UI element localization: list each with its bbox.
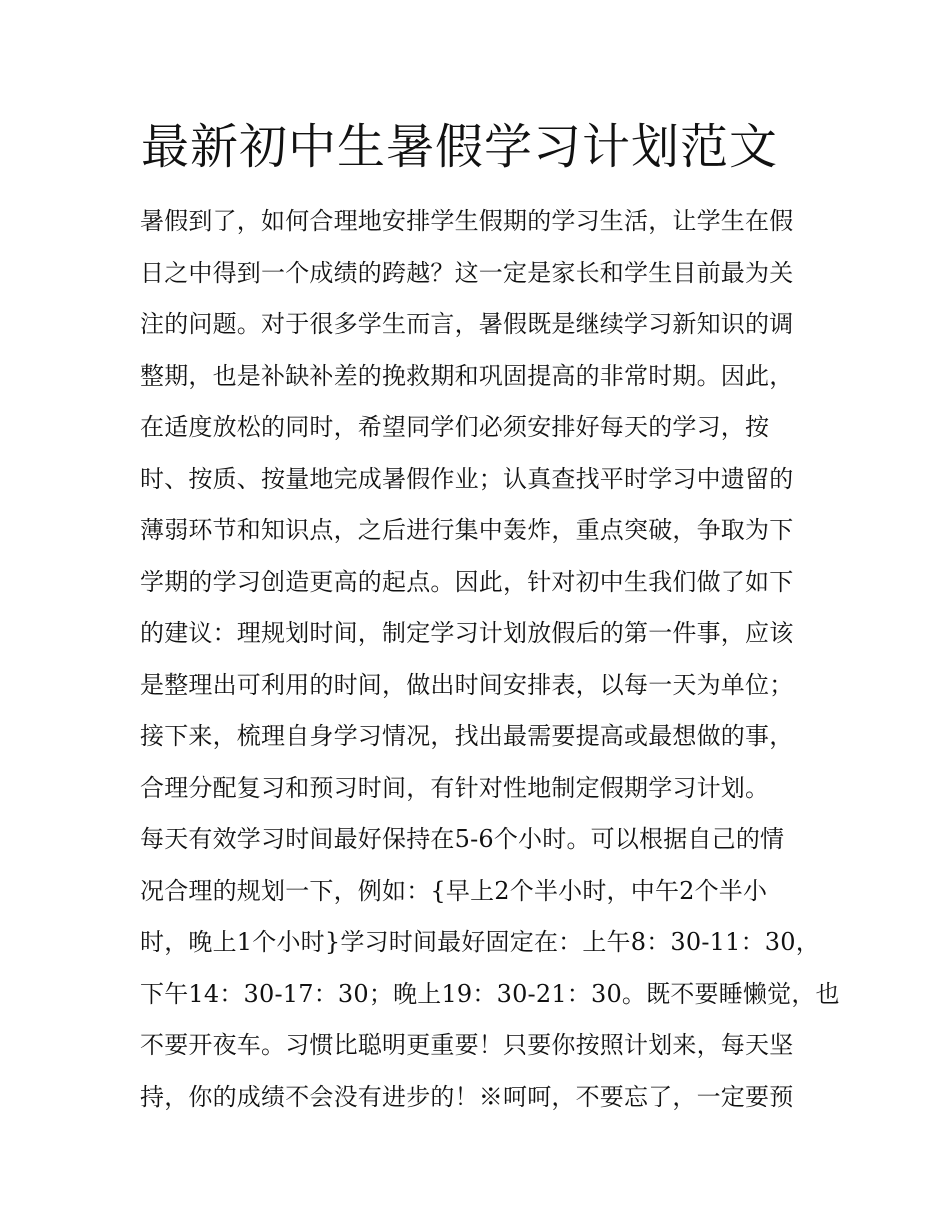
text-line: 是整理出可利用的时间，做出时间安排表，以每一天为单位； — [140, 670, 794, 699]
text-line: 况合理的规划一下，例如：{早上2个半小时，中午2个半小 — [140, 876, 768, 905]
text-line: 薄弱环节和知识点，之后进行集中轰炸，重点突破，争取为下 — [140, 516, 794, 544]
body-text — [140, 196, 840, 1123]
text-line: 在适度放松的同时，希望同学们必须安排好每天的学习，按 — [140, 413, 770, 441]
text-line: 的建议：理规划时间，制定学习计划放假后的第一件事，应该 — [140, 619, 794, 647]
text-line: 合理分配复习和预习时间，有针对性地制定假期学习计划。 — [140, 773, 770, 802]
text-line: 注的问题。对于很多学生而言，暑假既是继续学习新知识的调 — [140, 310, 794, 338]
text-line: 时，晚上1个小时}学习时间最好固定在：上午8：30-11：30， — [140, 928, 820, 956]
text-line: 暑假到了，如何合理地安排学生假期的学习生活，让学生在假 — [140, 207, 794, 235]
text-line: 不要开夜车。习惯比聪明更重要！只要你按照计划来，每天坚 — [140, 1031, 794, 1059]
text-line: 日之中得到一个成绩的跨越？这一定是家长和学生目前最为关 — [140, 258, 794, 287]
text-line: 每天有效学习时间最好保持在5-6个小时。可以根据自己的情 — [140, 825, 785, 853]
text-line: 接下来，梳理自身学习情况，找出最需要提高或最想做的事， — [140, 722, 794, 750]
text-line: 学期的学习创造更高的起点。因此，针对初中生我们做了如下 — [140, 567, 794, 596]
text-line: 整期，也是补缺补差的挽救期和巩固提高的非常时期。因此， — [140, 361, 794, 390]
text-line: 下午14：30-17：30；晚上19：30-21：30。既不要睡懒觉，也 — [140, 979, 840, 1008]
text-line: 持，你的成绩不会没有进步的！※呵呵，不要忘了，一定要预 — [140, 1082, 794, 1111]
page-title: 最新初中生暑假学习计划范文 — [141, 119, 779, 175]
text-line: 时、按质、按量地完成暑假作业；认真查找平时学习中遗留的 — [140, 464, 794, 493]
